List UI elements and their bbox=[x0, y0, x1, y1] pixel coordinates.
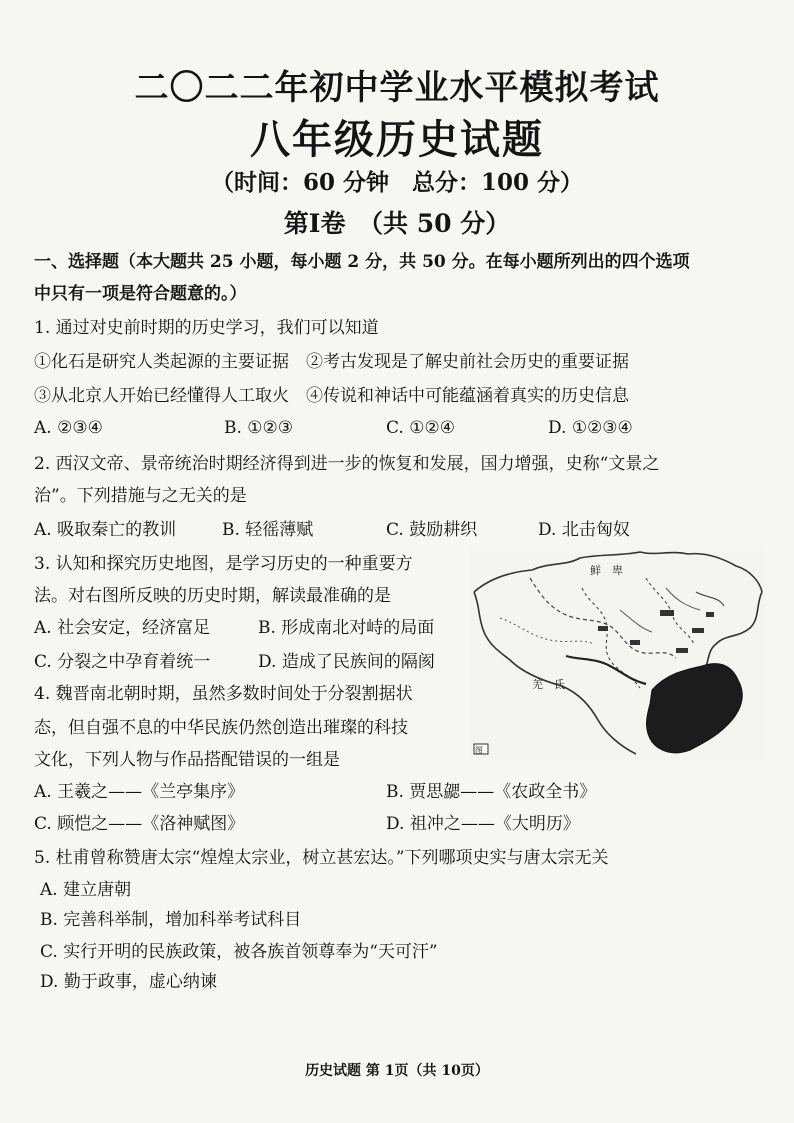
volume-title: 第Ⅰ卷 （共 50 分） bbox=[283, 209, 511, 238]
q1-option-d[interactable]: D. ①②③④ bbox=[548, 418, 633, 438]
q5-option-d[interactable]: D. 勤于政事，虚心纳谏 bbox=[40, 972, 217, 992]
q1-option-a[interactable]: A. ②③④ bbox=[34, 418, 103, 438]
q3-option-b[interactable]: B. 形成南北对峙的局面 bbox=[258, 618, 435, 638]
exam-title: 二〇二二年初中学业水平模拟考试 bbox=[134, 68, 660, 108]
q4-option-d[interactable]: D. 祖冲之——《大明历》 bbox=[386, 814, 580, 834]
time-info: （时间：60 分钟 总分：100 分） bbox=[210, 169, 584, 196]
q5-option-c[interactable]: C. 实行开明的民族政策，被各族首领尊奉为“天可汗” bbox=[40, 942, 438, 962]
map-legend-mark: 图 bbox=[475, 746, 483, 755]
q3-option-c[interactable]: C. 分裂之中孕育着统一 bbox=[34, 652, 211, 672]
q2-option-b[interactable]: B. 轻徭薄赋 bbox=[222, 520, 314, 540]
q1-option-b[interactable]: B. ①②③ bbox=[224, 418, 294, 438]
page-footer: 历史试题 第 1页（共 10页） bbox=[305, 1063, 489, 1079]
q2-option-c[interactable]: C. 鼓励耕织 bbox=[386, 520, 478, 540]
q1-stem: 1. 通过对史前时期的历史学习，我们可以知道 bbox=[34, 318, 379, 338]
section-instructions-line-1: 一、选择题（本大题共 25 小题，每小题 2 分，共 50 分。在每小题所列出的四个选项 bbox=[34, 252, 690, 272]
q4-option-a[interactable]: A. 王羲之——《兰亭集序》 bbox=[34, 782, 245, 802]
section-instructions-line-2: 中只有一项是符合题意的。） bbox=[34, 284, 247, 304]
q2-stem-line-2: 治”。下列措施与之无关的是 bbox=[34, 486, 247, 506]
q5-stem: 5. 杜甫曾称赞唐太宗“煌煌太宗业，树立甚宏达。”下列哪项史实与唐太宗无关 bbox=[34, 848, 609, 868]
subject-title: 八年级历史试题 bbox=[250, 116, 544, 163]
q4-stem-line-2: 态，但自强不息的中华民族仍然创造出璀璨的科技 bbox=[34, 718, 408, 738]
q4-stem-line-1: 4. 魏晋南北朝时期，虽然多数时间处于分裂割据状 bbox=[34, 684, 413, 704]
q2-stem-line-1: 2. 西汉文帝、景帝统治时期经济得到进一步的恢复和发展，国力增强，史称“文景之 bbox=[34, 454, 660, 474]
q3-stem-line-2: 法。对右图所反映的历史时期，解读最准确的是 bbox=[34, 586, 391, 606]
q4-stem-line-3: 文化，下列人物与作品搭配错误的一组是 bbox=[34, 750, 340, 770]
q2-option-a[interactable]: A. 吸取秦亡的教训 bbox=[34, 520, 177, 540]
q3-option-a[interactable]: A. 社会安定，经济富足 bbox=[34, 618, 211, 638]
q4-option-c[interactable]: C. 顾恺之——《洛神赋图》 bbox=[34, 814, 245, 834]
q1-option-c[interactable]: C. ①②④ bbox=[386, 418, 455, 438]
q4-option-b[interactable]: B. 贾思勰——《农政全书》 bbox=[386, 782, 597, 802]
q1-statement-2: ③从北京人开始已经懂得人工取火 ④传说和神话中可能蕴涵着真实的历史信息 bbox=[34, 386, 629, 406]
q5-option-a[interactable]: A. 建立唐朝 bbox=[40, 880, 132, 900]
map-label-west: 羌 氐 bbox=[532, 678, 565, 691]
q3-stem-line-1: 3. 认知和探究历史地图，是学习历史的一种重要方 bbox=[34, 554, 413, 574]
q3-option-d[interactable]: D. 造成了民族间的隔阂 bbox=[258, 652, 435, 672]
historical-map-image bbox=[470, 548, 766, 760]
q5-option-b[interactable]: B. 完善科举制，增加科举考试科目 bbox=[40, 910, 302, 930]
map-label-north: 鲜 卑 bbox=[590, 564, 623, 577]
q2-option-d[interactable]: D. 北击匈奴 bbox=[538, 520, 630, 540]
q1-statement-1: ①化石是研究人类起源的主要证据 ②考古发现是了解史前社会历史的重要证据 bbox=[34, 352, 629, 372]
